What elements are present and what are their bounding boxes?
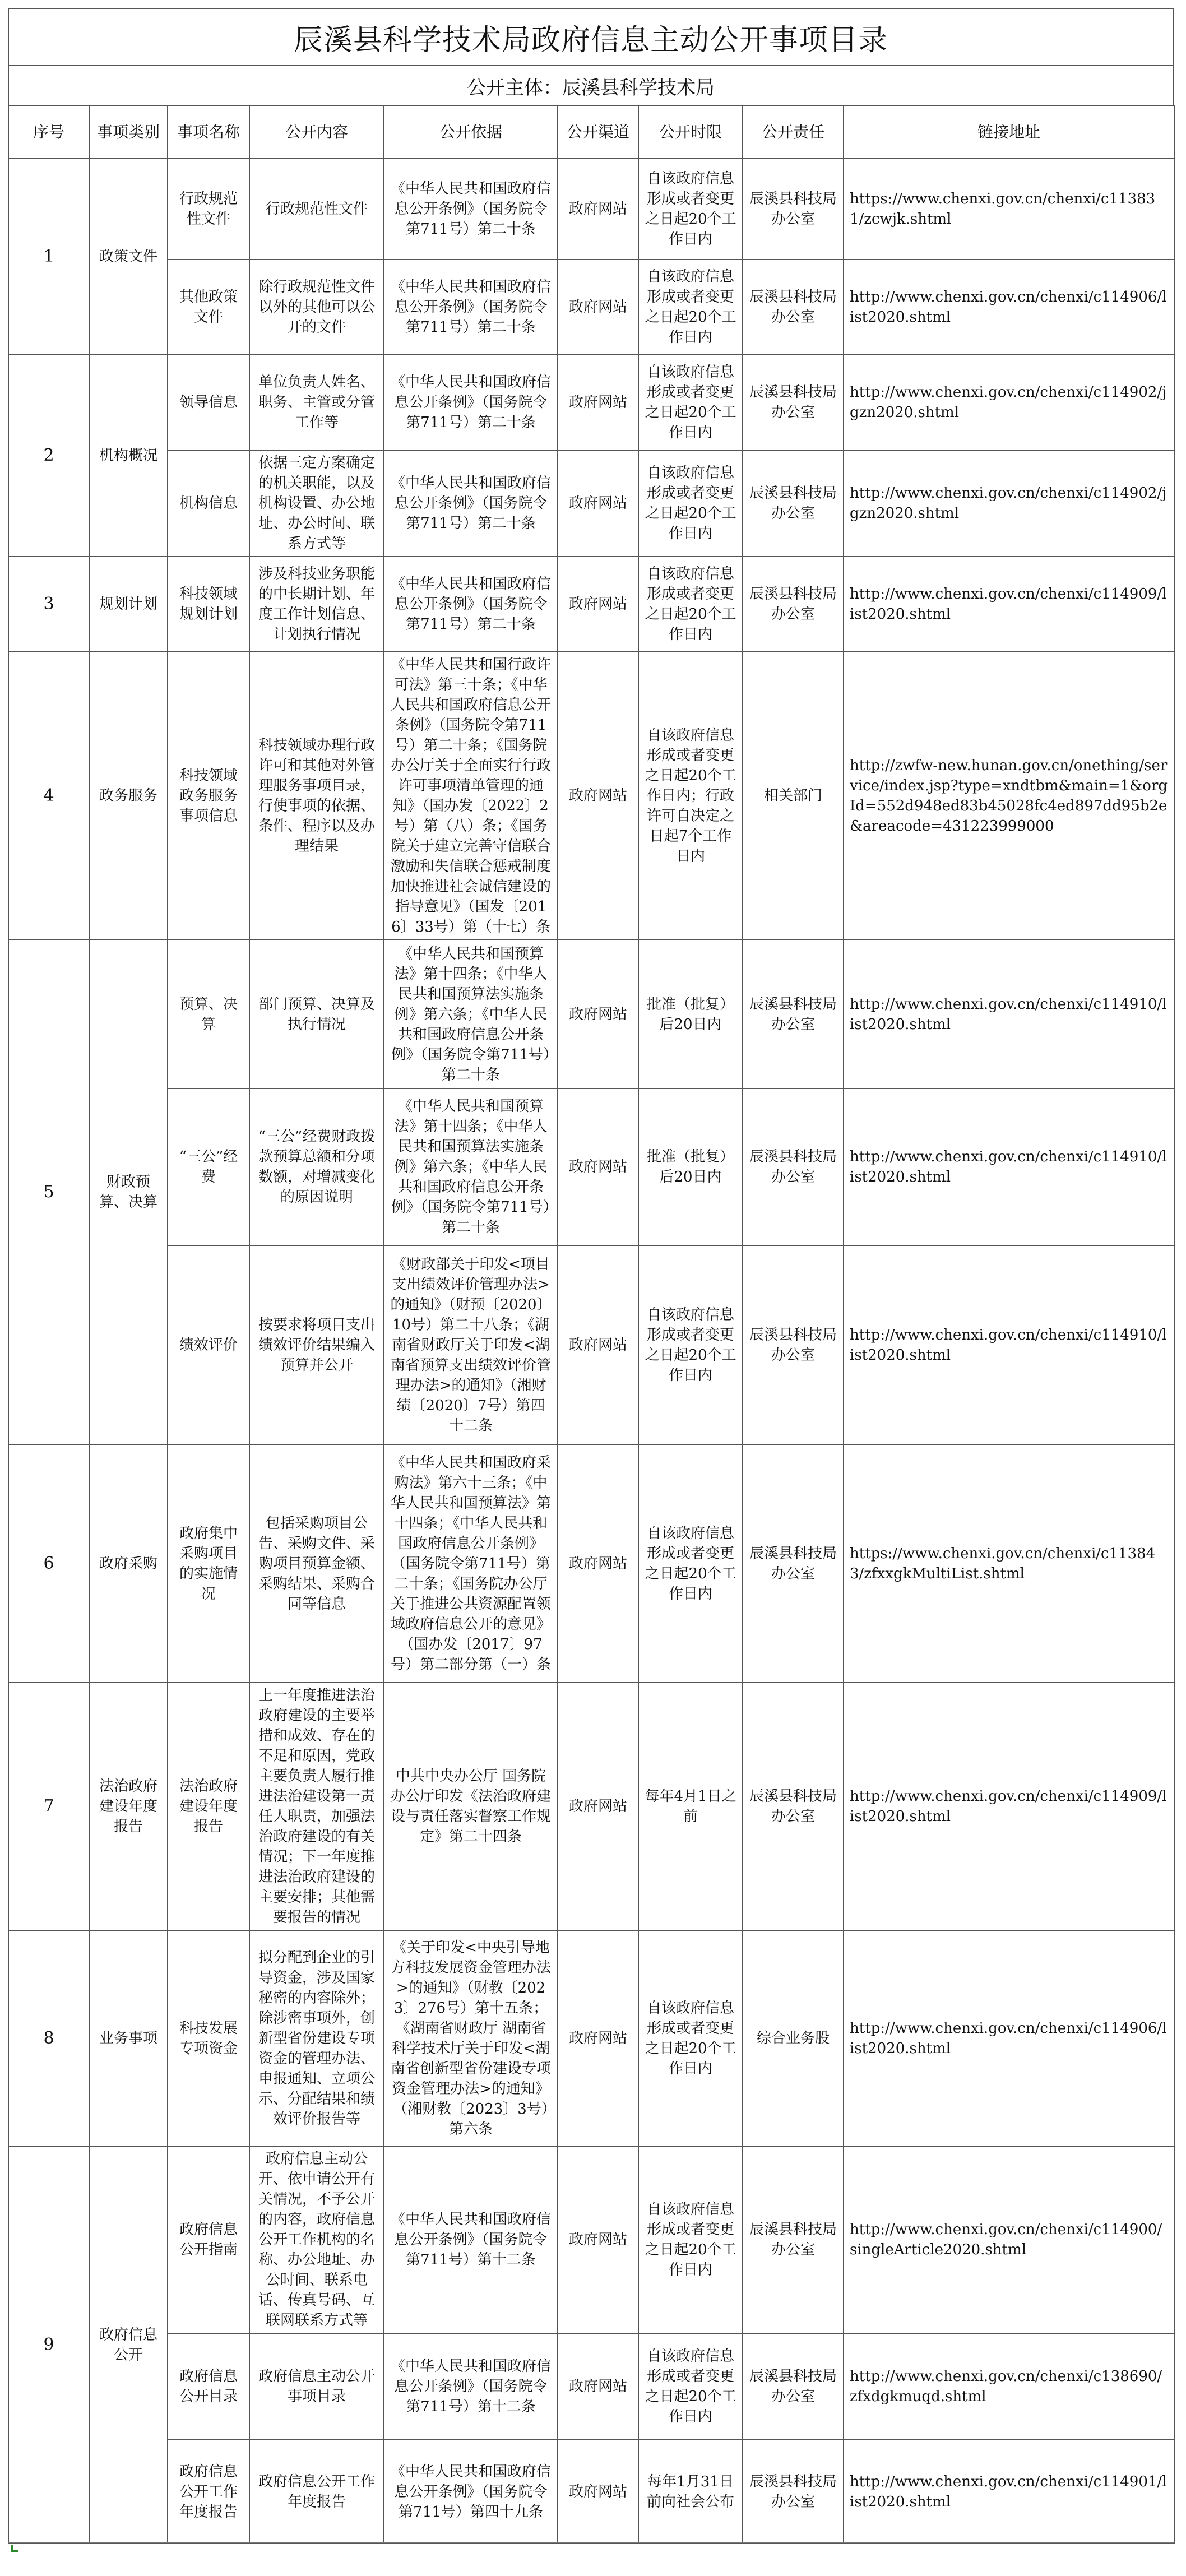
cell-name: 领导信息 [168, 355, 249, 450]
cell-channel: 政府网站 [558, 1683, 638, 1930]
cell-seq: 7 [8, 1683, 89, 1930]
cell-name: 政府信息公开工作年度报告 [168, 2440, 249, 2543]
cell-content: 上一年度推进法治政府建设的主要举措和成效、存在的不足和原因，党政主要负责人履行推进法治建设第一责任人职责，加强法治政府建设的有关情况；下一年度推进法治政府建设的主要安排；其他需要报告的情况 [249, 1683, 384, 1930]
disclosure-table [8, 105, 1175, 2544]
cell-seq: 1 [8, 159, 89, 355]
cell-content: 依据三定方案确定的机关职能，以及机构设置、办公地址、办公时间、联系方式等 [249, 450, 384, 557]
header-content: 公开内容 [249, 106, 384, 159]
cell-content: 行政规范性文件 [249, 159, 384, 260]
table-row [8, 557, 1174, 652]
cell-seq: 5 [8, 940, 89, 1444]
cell-basis: 《中华人民共和国政府信息公开条例》（国务院令第711号）第二十条 [384, 557, 558, 652]
cell-basis: 《中华人民共和国政府信息公开条例》（国务院令第711号）第四十九条 [384, 2440, 558, 2543]
cell-channel: 政府网站 [558, 2146, 638, 2333]
cell-time: 每年4月1日之前 [638, 1683, 743, 1930]
cell-responsibility: 辰溪县科技局办公室 [743, 159, 844, 260]
cell-channel: 政府网站 [558, 557, 638, 652]
cell-link[interactable]: http://zwfw-new.hunan.gov.cn/onething/service/index.jsp?type=xndtbm&main=1&orgId=552d948ed83b45028fc4ed897dd95b2e&areacode=431223999000 [844, 652, 1174, 940]
cell-responsibility: 辰溪县科技局办公室 [743, 355, 844, 450]
cell-seq: 6 [8, 1444, 89, 1683]
cell-link[interactable]: http://www.chenxi.gov.cn/chenxi/c114910/list2020.shtml [844, 1088, 1174, 1245]
cell-link[interactable]: http://www.chenxi.gov.cn/chenxi/c114910/list2020.shtml [844, 1245, 1174, 1444]
cell-basis: 《中华人民共和国预算法》第十四条；《中华人民共和国预算法实施条例》第六条；《中华人民共和国政府信息公开条例》（国务院令第711号）第二十条 [384, 1088, 558, 1245]
cell-content: 除行政规范性文件以外的其他可以公开的文件 [249, 260, 384, 355]
cell-seq: 3 [8, 557, 89, 652]
cell-name: 政府集中采购项目的实施情况 [168, 1444, 249, 1683]
cell-link[interactable]: http://www.chenxi.gov.cn/chenxi/c114900/singleArticle2020.shtml [844, 2146, 1174, 2333]
cell-time: 自该政府信息形成或者变更之日起20个工作日内 [638, 2146, 743, 2333]
cell-link[interactable]: http://www.chenxi.gov.cn/chenxi/c114909/list2020.shtml [844, 557, 1174, 652]
cell-responsibility: 辰溪县科技局办公室 [743, 1088, 844, 1245]
document-sheet [8, 8, 1174, 2544]
cell-name: 法治政府建设年度报告 [168, 1683, 249, 1930]
cell-time: 自该政府信息形成或者变更之日起20个工作日内 [638, 1444, 743, 1683]
cell-channel: 政府网站 [558, 1245, 638, 1444]
cell-basis: 中共中央办公厅 国务院办公厅印发《法治政府建设与责任落实督察工作规定》第二十四条 [384, 1683, 558, 1930]
cell-time: 自该政府信息形成或者变更之日起20个工作日内 [638, 355, 743, 450]
cell-time: 自该政府信息形成或者变更之日起20个工作日内 [638, 557, 743, 652]
cell-content: 政府信息主动公开事项目录 [249, 2333, 384, 2440]
sheet-bottom-edge [8, 2542, 1174, 2568]
cell-content: 涉及科技业务职能的中长期计划、年度工作计划信息、计划执行情况 [249, 557, 384, 652]
header-channel: 公开渠道 [558, 106, 638, 159]
cell-time: 自该政府信息形成或者变更之日起20个工作日内 [638, 1245, 743, 1444]
cell-responsibility: 辰溪县科技局办公室 [743, 1444, 844, 1683]
cell-content: “三公”经费财政拨款预算总额和分项数额，对增减变化的原因说明 [249, 1088, 384, 1245]
table-row [8, 652, 1174, 940]
cell-link[interactable]: https://www.chenxi.gov.cn/chenxi/c113843/zfxxgkMultiList.shtml [844, 1444, 1174, 1683]
cell-content: 单位负责人姓名、职务、主管或分管工作等 [249, 355, 384, 450]
cell-seq: 9 [8, 2146, 89, 2543]
cell-basis: 《中华人民共和国政府信息公开条例》（国务院令第711号）第二十条 [384, 355, 558, 450]
cell-link[interactable]: https://www.chenxi.gov.cn/chenxi/c113831/zcwjk.shtml [844, 159, 1174, 260]
cell-seq: 8 [8, 1930, 89, 2146]
cell-link[interactable]: http://www.chenxi.gov.cn/chenxi/c138690/zfxdgkmuqd.shtml [844, 2333, 1174, 2440]
cell-basis: 《中华人民共和国政府信息公开条例》（国务院令第711号）第二十条 [384, 260, 558, 355]
cell-time: 批准（批复）后20日内 [638, 940, 743, 1088]
table-row [8, 2146, 1174, 2333]
cell-time: 自该政府信息形成或者变更之日起20个工作日内 [638, 2333, 743, 2440]
cell-category: 业务事项 [89, 1930, 168, 2146]
cell-responsibility: 综合业务股 [743, 1930, 844, 2146]
cell-channel: 政府网站 [558, 450, 638, 557]
cell-time: 自该政府信息形成或者变更之日起20个工作日内；行政许可自决定之日起7个工作日内 [638, 652, 743, 940]
cell-seq: 4 [8, 652, 89, 940]
table-row [8, 260, 1174, 355]
cell-responsibility: 辰溪县科技局办公室 [743, 940, 844, 1088]
cell-category: 机构概况 [89, 355, 168, 557]
header-category: 事项类别 [89, 106, 168, 159]
table-row [8, 355, 1174, 450]
cell-time: 批准（批复）后20日内 [638, 1088, 743, 1245]
cell-category: 政策文件 [89, 159, 168, 355]
cell-link[interactable]: http://www.chenxi.gov.cn/chenxi/c114906/list2020.shtml [844, 1930, 1174, 2146]
cell-time: 自该政府信息形成或者变更之日起20个工作日内 [638, 1930, 743, 2146]
cell-basis: 《中华人民共和国政府采购法》第六十三条；《中华人民共和国预算法》第十四条；《中华人民共和国政府信息公开条例》（国务院令第711号）第二十条；《国务院办公厅关于推进公共资源配置领域政府信息公开的意见》（国办发〔2017〕97号）第二部分第（一）条 [384, 1444, 558, 1683]
header-link: 链接地址 [844, 106, 1174, 159]
cell-basis: 《中华人民共和国政府信息公开条例》（国务院令第711号）第十二条 [384, 2146, 558, 2333]
cell-responsibility: 辰溪县科技局办公室 [743, 2146, 844, 2333]
table-row [8, 940, 1174, 1088]
cell-time: 自该政府信息形成或者变更之日起20个工作日内 [638, 260, 743, 355]
cell-name: 科技领域规划计划 [168, 557, 249, 652]
cell-responsibility: 辰溪县科技局办公室 [743, 260, 844, 355]
cell-basis: 《中华人民共和国预算法》第十四条；《中华人民共和国预算法实施条例》第六条；《中华人民共和国政府信息公开条例》（国务院令第711号）第二十条 [384, 940, 558, 1088]
header-time: 公开时限 [638, 106, 743, 159]
cell-basis: 《中华人民共和国政府信息公开条例》（国务院令第711号）第十二条 [384, 2333, 558, 2440]
cell-corner-marker-icon [11, 2545, 18, 2552]
cell-category: 财政预算、决算 [89, 940, 168, 1444]
cell-responsibility: 辰溪县科技局办公室 [743, 1683, 844, 1930]
cell-responsibility: 辰溪县科技局办公室 [743, 450, 844, 557]
cell-content: 政府信息主动公开、依申请公开有关情况，不予公开的内容，政府信息公开工作机构的名称、办公地址、办公时间、联系电话、传真号码、互联网联系方式等 [249, 2146, 384, 2333]
cell-responsibility: 辰溪县科技局办公室 [743, 1245, 844, 1444]
table-row [8, 1088, 1174, 1245]
cell-link[interactable]: http://www.chenxi.gov.cn/chenxi/c114901/list2020.shtml [844, 2440, 1174, 2543]
cell-name: 行政规范性文件 [168, 159, 249, 260]
document-subtitle: 公开主体：辰溪县科学技术局 [8, 65, 1174, 105]
cell-name: 科技领域政务服务事项信息 [168, 652, 249, 940]
table-row [8, 450, 1174, 557]
cell-channel: 政府网站 [558, 1088, 638, 1245]
cell-channel: 政府网站 [558, 1444, 638, 1683]
cell-link[interactable]: http://www.chenxi.gov.cn/chenxi/c114910/list2020.shtml [844, 940, 1174, 1088]
table-header-row [8, 106, 1174, 159]
cell-content: 按要求将项目支出绩效评价结果编入预算并公开 [249, 1245, 384, 1444]
cell-category: 规划计划 [89, 557, 168, 652]
cell-responsibility: 辰溪县科技局办公室 [743, 2440, 844, 2543]
cell-name: 政府信息公开目录 [168, 2333, 249, 2440]
cell-channel: 政府网站 [558, 2333, 638, 2440]
cell-name: “三公”经费 [168, 1088, 249, 1245]
table-row [8, 159, 1174, 260]
cell-responsibility: 辰溪县科技局办公室 [743, 557, 844, 652]
cell-content: 科技领域办理行政许可和其他对外管理服务事项目录，行使事项的依据、条件、程序以及办理结果 [249, 652, 384, 940]
table-row [8, 2440, 1174, 2543]
cell-basis: 《中华人民共和国行政许可法》第三十条；《中华人民共和国政府信息公开条例》（国务院令第711号）第二十条；《国务院办公厅关于全面实行行政许可事项清单管理的通知》（国办发〔2022〕2号）第（八）条；《国务院关于建立完善守信联合激励和失信联合惩戒制度加快推进社会诚信建设的指导意见》（国发〔2016〕33号）第（十七）条 [384, 652, 558, 940]
cell-basis: 《关于印发<中央引导地方科技发展资金管理办法>的通知》（财教〔2023〕276号）第十五条；《湖南省财政厅 湖南省科学技术厅关于印发<湖南省创新型省份建设专项资金管理办法>的通知》（湘财教〔2023〕3号）第六条 [384, 1930, 558, 2146]
cell-channel: 政府网站 [558, 940, 638, 1088]
cell-name: 政府信息公开指南 [168, 2146, 249, 2333]
cell-basis: 《财政部关于印发<项目支出绩效评价管理办法>的通知》（财预〔2020〕10号）第二十八条；《湖南省财政厅关于印发<湖南省预算支出绩效评价管理办法>的通知》（湘财绩〔2020〕7号）第四十二条 [384, 1245, 558, 1444]
cell-link[interactable]: http://www.chenxi.gov.cn/chenxi/c114902/jgzn2020.shtml [844, 450, 1174, 557]
cell-responsibility: 辰溪县科技局办公室 [743, 2333, 844, 2440]
cell-content: 政府信息公开工作年度报告 [249, 2440, 384, 2543]
cell-content: 部门预算、决算及执行情况 [249, 940, 384, 1088]
cell-basis: 《中华人民共和国政府信息公开条例》（国务院令第711号）第二十条 [384, 159, 558, 260]
table-row [8, 1245, 1174, 1444]
cell-channel: 政府网站 [558, 355, 638, 450]
cell-category: 政府采购 [89, 1444, 168, 1683]
cell-time: 自该政府信息形成或者变更之日起20个工作日内 [638, 450, 743, 557]
cell-category: 法治政府建设年度报告 [89, 1683, 168, 1930]
cell-basis: 《中华人民共和国政府信息公开条例》（国务院令第711号）第二十条 [384, 450, 558, 557]
cell-time: 自该政府信息形成或者变更之日起20个工作日内 [638, 159, 743, 260]
cell-seq: 2 [8, 355, 89, 557]
table-row [8, 1683, 1174, 1930]
cell-link[interactable]: http://www.chenxi.gov.cn/chenxi/c114902/jgzn2020.shtml [844, 355, 1174, 450]
cell-channel: 政府网站 [558, 159, 638, 260]
cell-name: 绩效评价 [168, 1245, 249, 1444]
table-row [8, 1930, 1174, 2146]
cell-channel: 政府网站 [558, 1930, 638, 2146]
header-basis: 公开依据 [384, 106, 558, 159]
cell-content: 包括采购项目公告、采购文件、采购项目预算金额、采购结果、采购合同等信息 [249, 1444, 384, 1683]
cell-name: 科技发展专项资金 [168, 1930, 249, 2146]
cell-channel: 政府网站 [558, 260, 638, 355]
table-row [8, 2333, 1174, 2440]
header-seq: 序号 [8, 106, 89, 159]
cell-channel: 政府网站 [558, 2440, 638, 2543]
cell-link[interactable]: http://www.chenxi.gov.cn/chenxi/c114906/list2020.shtml [844, 260, 1174, 355]
cell-time: 每年1月31日前向社会公布 [638, 2440, 743, 2543]
header-responsibility: 公开责任 [743, 106, 844, 159]
cell-name: 机构信息 [168, 450, 249, 557]
cell-link[interactable]: http://www.chenxi.gov.cn/chenxi/c114909/list2020.shtml [844, 1683, 1174, 1930]
cell-responsibility: 相关部门 [743, 652, 844, 940]
cell-content: 拟分配到企业的引导资金，涉及国家秘密的内容除外；除涉密事项外，创新型省份建设专项资金的管理办法、申报通知、立项公示、分配结果和绩效评价报告等 [249, 1930, 384, 2146]
cell-name: 其他政策文件 [168, 260, 249, 355]
cell-name: 预算、决算 [168, 940, 249, 1088]
cell-category: 政务服务 [89, 652, 168, 940]
header-name: 事项名称 [168, 106, 249, 159]
table-row [8, 1444, 1174, 1683]
cell-channel: 政府网站 [558, 652, 638, 940]
cell-category: 政府信息公开 [89, 2146, 168, 2543]
document-title: 辰溪县科学技术局政府信息主动公开事项目录 [8, 8, 1174, 65]
